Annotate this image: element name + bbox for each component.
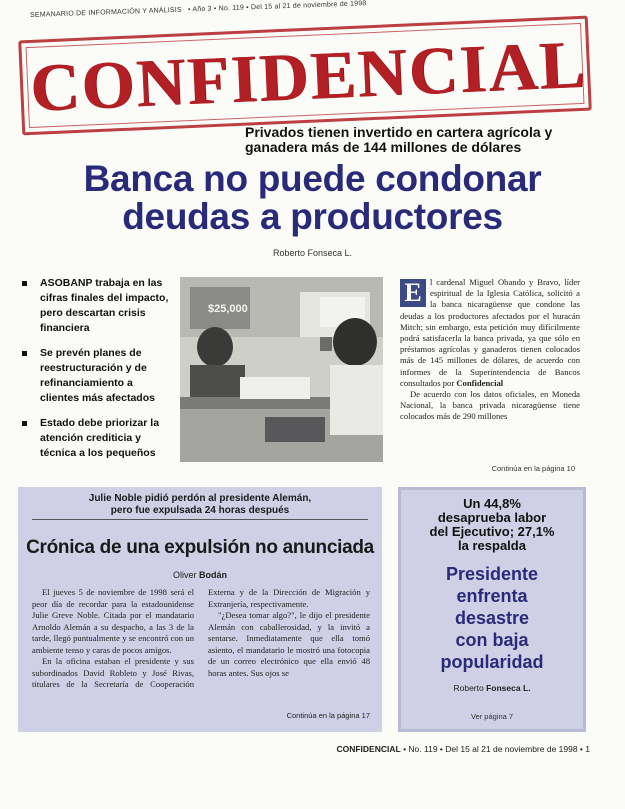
bullet-item: Estado debe priorizar la atención crediticia y técnica a los pequeños — [20, 416, 170, 461]
expulsion-title: Crónica de una expulsión no anunciada — [26, 537, 374, 558]
poll-byline: Roberto Fonseca L. — [453, 683, 531, 693]
photo-sign-text: $25,000 — [208, 303, 248, 315]
lead-byline: Roberto Fonseca L. — [272, 248, 353, 258]
page-footer — [0, 744, 590, 754]
poll-title: Presidente enfrenta desastre con baja popularidad — [440, 564, 544, 672]
lead-continued-link[interactable]: Continúa en la página 10 — [491, 464, 575, 473]
expulsion-continued-link[interactable]: Continúa en la página 17 — [286, 711, 370, 720]
lead-paragraph-2: De acuerdo con los datos oficiales, en Moneda Nacional, la banca privada nicaragüense tiene colocados más de 290 millones — [400, 389, 580, 422]
confidencial-mention: Confidencial — [456, 377, 504, 388]
expulsion-kicker: Julie Noble pidió perdón al presidente Alemán, pero fue expulsada 24 horas después — [88, 493, 312, 516]
footer-issue: • No. 119 • Del 15 al 21 de noviembre de 1998 • 1 — [403, 744, 590, 754]
expulsion-paragraph: "¿Desea tomar algo?", le dijo el presidente Alemán con caballerosidad, y la invitó a sentarse. Inmediatamente que ella tomó asiento, el mandatario le mostró una fotocopia de un correo electrónico que ella envió 48 horas antes. Sus ojos se — [208, 610, 370, 678]
drop-cap: E — [400, 279, 426, 307]
headline-line-1: Banca no puede condonar — [83, 158, 542, 199]
newspaper-logo: CONFIDENCIAL — [28, 25, 589, 126]
lead-photo — [180, 277, 383, 462]
masthead-topline — [30, 0, 590, 19]
bullet-item: Se prevén planes de reestructuración y de refinanciamiento a clientes más afectados — [20, 346, 170, 406]
divider — [32, 519, 368, 520]
poll-continued-link[interactable]: Ver página 7 — [470, 712, 514, 721]
lead-headline — [20, 160, 605, 236]
headline-line-2: deudas a productores — [122, 196, 503, 237]
expulsion-paragraph: El jueves 5 de noviembre de 1998 será el peor día de recordar para la estadounidense Julie Greve Noble. Citada por el mandatario Arnoldo Alemán a su despacho, a las 3 de la tarde, llegó puntualmente y se encontró con un ambiente tenso y caras de pocos amigos. — [32, 587, 194, 655]
lead-paragraph-1: l cardenal Miguel Obando y Bravo, líder espiritual de la Iglesia Católica, solicitó a la banca nicaragüense que condone las deudas a los productores afectados por el huracán Mitch; sin embargo, esta petición muy difícilmente podrá satisfacerla la banca privada, ya que sólo en préstamos agrícolas y ganaderos tienen colocados más de 145 millones de dólares, de acuerdo con informes de la Superintendencia de Bancos consultados por Confidencial — [400, 277, 580, 388]
issue-info: • Año 3 • No. 119 • Del 15 al 21 de noviembre de 1998 — [187, 0, 367, 14]
expulsion-body — [32, 587, 370, 699]
poll-kicker: Un 44,8% desaprueba labor del Ejecutivo; 27,1% la respalda — [429, 496, 555, 553]
bank-counter-photo — [180, 277, 383, 462]
poll-story-box — [398, 487, 586, 732]
tagline: SEMANARIO DE INFORMACIÓN Y ANÁLISIS — [30, 6, 182, 19]
lead-bullet-list — [20, 276, 170, 471]
masthead — [18, 16, 592, 136]
expulsion-story-box — [18, 487, 382, 732]
footer-brand: CONFIDENCIAL — [336, 744, 401, 754]
bullet-item: ASOBANP trabaja en las cifras finales del impacto, pero descartan crisis financiera — [20, 276, 170, 336]
lead-body — [400, 277, 580, 423]
expulsion-byline: Oliver Bodán — [172, 570, 228, 580]
lead-subhead: Privados tienen invertido en cartera agrícola y ganadera más de 144 millones de dólares — [245, 124, 553, 155]
expulsion-paragraph: En la oficina estaban el presidente y sus subordinados David Robleto y José Rivas, titulares de la Secretaría de Cooperación Externa y de la Dirección de Migración y Extranjería, respectivamente. — [32, 587, 370, 689]
